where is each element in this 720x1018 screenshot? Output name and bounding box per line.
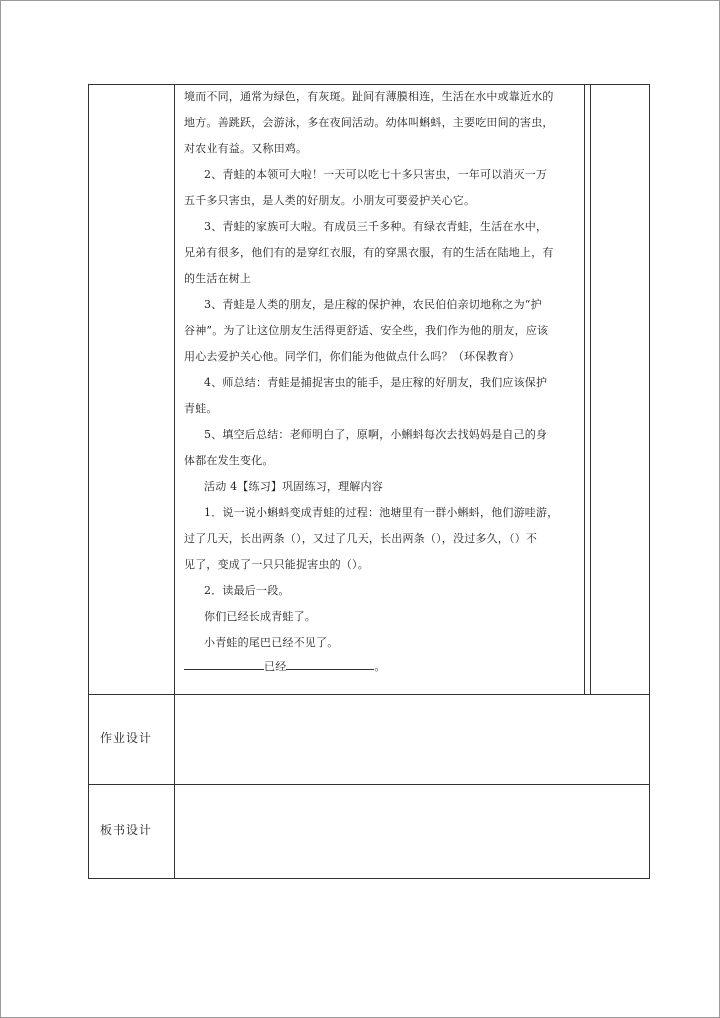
text-line: 过了几天，长出两条（），又过了几天，长出两条（），没过多久，（）不	[184, 532, 538, 545]
text-line: 见了，变成了一只只能捉害虫的（）。	[184, 558, 369, 571]
text-line: 5、填空后总结：老师明白了，原啊，小蝌蚪每次去找妈妈是自己的身	[204, 428, 548, 441]
text-line: 的生活在树上	[184, 272, 252, 285]
row-divider-homework	[88, 694, 650, 695]
fill-in-line	[184, 656, 584, 678]
text-line: 体都在发生变化。	[184, 454, 274, 467]
text-line: 小青蛙的尾巴已经不见了。	[204, 636, 339, 649]
text-line: 对农业有益。又称田鸡。	[184, 142, 308, 155]
text-line: 兄弟有很多，他们有的是穿红衣服，有的穿黑衣服，有的生活在陆地上，有	[184, 246, 554, 259]
table-bottom-border	[88, 878, 650, 879]
text-line: 你们已经长成青蛙了。	[204, 610, 316, 623]
text-line: 3、青蛙的家族可大啦。有成员三千多种。有绿衣青蛙，生活在水中，	[204, 220, 548, 233]
content-column-divider-outer	[590, 84, 591, 694]
text-line: 2．读最后一段。	[204, 584, 290, 597]
board-design-label: 板书设计	[100, 823, 153, 837]
text-line: 4、师总结：青蛙是捕捉害虫的能手，是庄稼的好朋友，我们应该保护	[204, 376, 548, 389]
content-column-divider-inner	[584, 84, 585, 694]
table-right-border	[649, 84, 650, 879]
text-line: 谷神”。为了让这位朋友生活得更舒适、安全些，我们作为他的朋友，应该	[184, 324, 549, 337]
label-column-divider	[174, 84, 175, 879]
text-line: 境而不同，通常为绿色，有灰斑。趾间有薄膜相连，生活在水中或靠近水的	[184, 90, 554, 103]
text-line: 地方。善跳跃，会游泳，多在夜间活动。幼体叫蝌蚪，主要吃田间的害虫，	[184, 116, 554, 129]
text-line: 青蛙。	[184, 402, 218, 415]
fill-middle-text: 已经	[264, 660, 287, 673]
text-line: 五千多只害虫，是人类的好朋友。小朋友可要爱护关心它。	[184, 194, 476, 207]
fill-blank-1[interactable]	[184, 657, 264, 670]
fill-end-punct: 。	[374, 660, 386, 673]
lesson-content	[184, 84, 584, 678]
text-line: 1．说一说小蝌蚪变成青蛙的过程：池塘里有一群小蝌蚪，他们游哇游，	[204, 506, 559, 519]
activity-heading: 活动 4【练习】巩固练习，理解内容	[204, 480, 383, 493]
text-line: 用心去爱护关心他。同学们，你们能为他做点什么吗？（环保教育）	[184, 350, 520, 363]
text-line: 3、青蛙是人类的朋友，是庄稼的保护神，农民伯伯亲切地称之为“护	[204, 298, 542, 311]
text-line: 2、青蛙的本领可大啦！一天可以吃七十多只害虫，一年可以消灭一万	[204, 168, 548, 181]
table-left-border	[88, 84, 89, 879]
homework-design-label: 作业设计	[100, 731, 153, 745]
row-divider-board	[88, 784, 650, 785]
fill-blank-2[interactable]	[286, 657, 374, 670]
